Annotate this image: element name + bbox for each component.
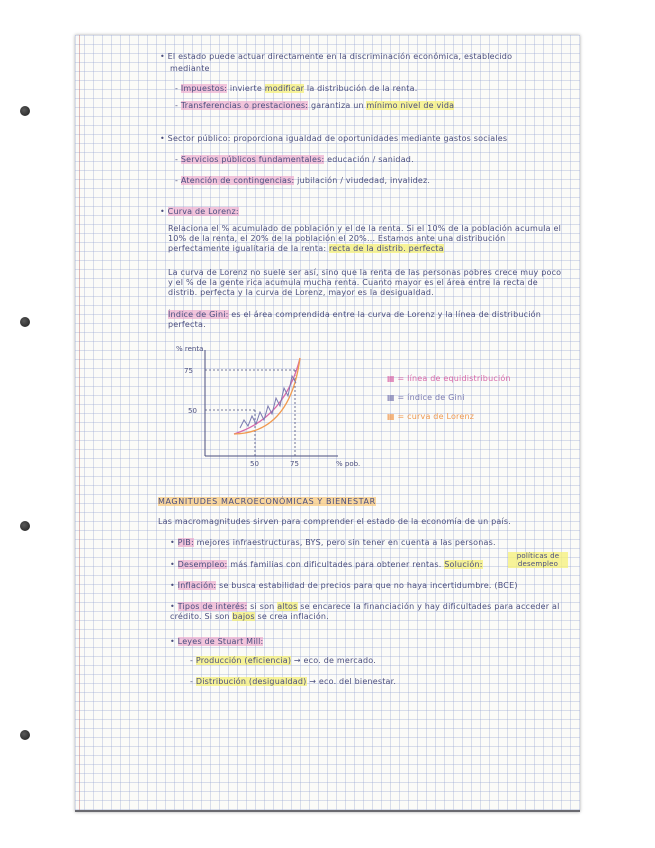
intro-line-2: mediante [170,64,210,73]
binder-hole [20,730,30,740]
x-tick-label: 75 [290,460,299,468]
list-item: • Tipos de interés: si son altos se encarece la financiación y hay dificultades para acceder al crédito. Si son bajos se crea inflación. [170,602,560,621]
binder-hole [20,521,30,531]
bullet-dash: - [175,101,181,110]
item-text: se busca estabilidad de precios para que no haya incertidumbre. (BCE) [216,581,518,590]
lorenz-p1-text: Relaciona el % acumulado de población y el de la renta. Si el 10% de la población acumula el 10% de la renta, el 20% de la población el 20%... Estamos ante una distribución perfectamente igualitaria de la renta: [168,224,562,253]
item-label: Desempleo: [177,560,228,569]
item-text: se crea inflación. [254,612,329,621]
item-label: Tipos de interés: [177,602,248,611]
macro-intro: Las macromagnitudes sirven para comprender el estado de la economía de un país. [158,517,512,526]
sub-list-item: - Distribución (desigualdad) → eco. del bienestar. [190,677,397,686]
legend-swatch: ▦ [387,393,398,402]
item-label: Transferencias o prestaciones: [180,101,309,110]
item-highlight: modificar [264,84,305,93]
item-text: educación / sanidad. [324,155,414,164]
bullet-dash: - [175,155,181,164]
lorenz-chart [160,338,380,470]
list-item [175,176,430,186]
list-item: • Leyes de Stuart Mill: [170,637,264,646]
item-label: Leyes de Stuart Mill: [177,637,264,646]
lorenz-curve [234,358,300,434]
bullet-dash: - [175,176,181,185]
item-label: Servicios públicos fundamentales: [180,155,325,164]
gini-label: Índice de Gini: [168,310,229,319]
intro-line-1: • El estado puede actuar directamente en la discriminación económica, establecido [160,52,513,61]
item-text: si son [247,602,278,611]
list-item [175,84,417,94]
lorenz-p1-highlight: recta de la distrib. perfecta [328,244,444,253]
list-item [175,155,414,165]
legend-label: = línea de equidistribución [397,374,511,383]
item-label: Inflación: [177,581,217,590]
item-highlight: bajos [232,612,255,621]
x-tick-label: 50 [250,460,259,468]
lorenz-paragraph-1 [168,224,568,254]
y-tick-label: 75 [184,367,193,375]
legend-label: = índice de Gini [397,393,465,402]
lorenz-title: • Curva de Lorenz: [160,207,239,216]
item-text: más familias con dificultades para obtener rentas. [227,560,445,569]
item-highlight: mínimo nivel de vida [366,101,455,110]
item-text: invierte [227,84,265,93]
legend-label: = curva de Lorenz [397,412,475,421]
section-heading-text: MAGNITUDES MACROECONÓMICAS Y BIENESTAR [158,497,376,506]
item-highlight: Solución: [444,560,483,569]
sub-list-item: - Producción (eficiencia) → eco. de mercado. [190,656,376,665]
binder-hole [20,317,30,327]
lorenz-title-text: Curva de Lorenz: [167,207,239,216]
y-tick-label: 50 [188,407,197,415]
item-label: PIB: [177,538,194,547]
list-item [175,101,454,111]
item-text: → eco. del bienestar. [306,677,397,686]
legend-swatch: ▦ [387,374,398,383]
item-text: garantiza un [308,101,367,110]
gini-definition [168,310,548,330]
item-label: Distribución (desigualdad) [195,677,307,686]
list-item: • Desempleo: más familias con dificultades para obtener rentas. Solución: [170,560,483,569]
item-text: mejores infraestructuras, BYS, pero sin tener en cuenta a las personas. [193,538,496,547]
item-highlight: altos [277,602,298,611]
y-axis-label: % renta [176,345,204,353]
gini-text: es el área comprendida entre la curva de Lorenz y la línea de distribución perfecta. [168,310,542,329]
section-heading [158,497,376,507]
sector-line: • Sector público: proporciona igualdad de oportunidades mediante gastos sociales [160,134,508,143]
item-text: → eco. de mercado. [291,656,376,665]
x-axis-label: % pob. [336,460,361,468]
legend-equidistribution [387,374,511,384]
margin-line [79,35,80,810]
item-text: se encarece la financiación y hay dificultades para acceder al crédito. Si son [170,602,560,621]
item-label: Impuestos: [180,84,228,93]
item-text: jubilación / viudedad, invalidez. [294,176,431,185]
lorenz-paragraph-2: La curva de Lorenz no suele ser así, sino que la renta de las personas pobres crece muy poco y el % de la gente rica acumula mucha renta. Cuanto mayor es el área entre la recta de distrib. perfecta y la curva de Lorenz, mayor es la desigualdad. [168,268,562,297]
margin-note: políticas de desempleo [508,552,568,568]
list-item: • PIB: mejores infraestructuras, BYS, pero sin tener en cuenta a las personas. [170,538,496,547]
legend-swatch: ▦ [387,412,398,421]
item-label: Atención de contingencias: [180,176,295,185]
item-rest: la distribución de la renta. [304,84,418,93]
legend-lorenz [387,412,474,422]
bullet-dash: - [175,84,181,93]
binder-hole [20,106,30,116]
item-label: Producción (eficiencia) [195,656,292,665]
list-item: • Inflación: se busca estabilidad de precios para que no haya incertidumbre. (BCE) [170,581,518,590]
legend-gini [387,393,465,403]
